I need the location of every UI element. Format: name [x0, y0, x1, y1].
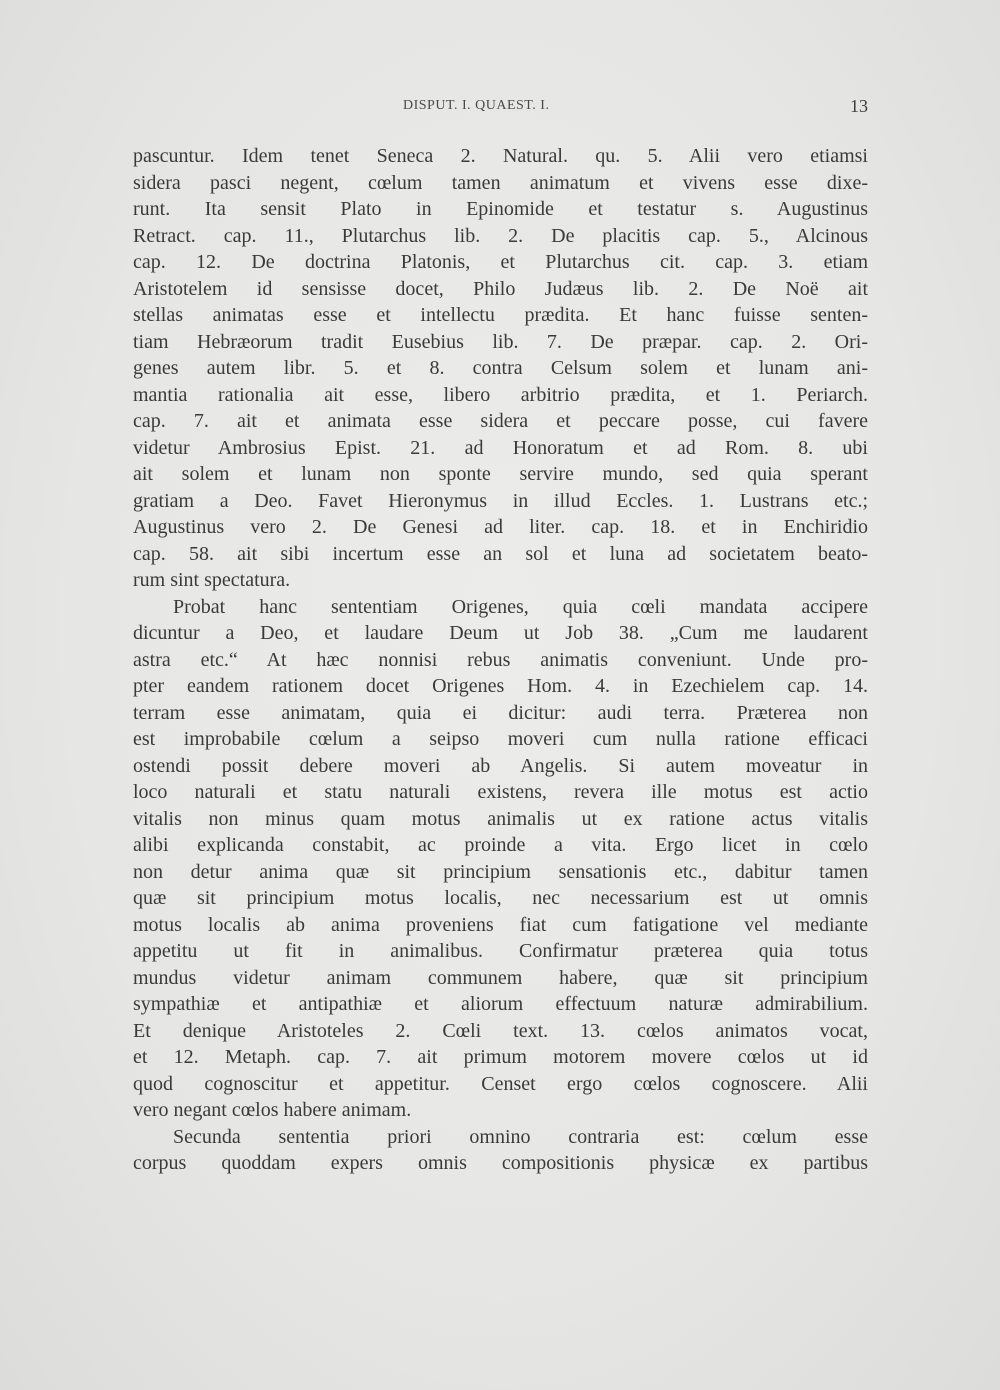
text-line: Retract. cap. 11., Plutarchus lib. 2. De placitis cap. 5., Alcinous	[133, 224, 868, 247]
text-line: Aristotelem id sensisse docet, Philo Judæus lib. 2. De Noë ait	[133, 277, 868, 300]
text-line: cap. 58. ait sibi incertum esse an sol et luna ad societatem beato-	[133, 542, 868, 565]
text-line: runt. Ita sensit Plato in Epinomide et testatur s. Augustinus	[133, 198, 868, 220]
text-line: vero negant cœlos habere animam.	[133, 1099, 412, 1121]
text-line: non detur anima quæ sit principium sensationis etc., dabitur tamen	[133, 860, 868, 883]
text-line: videtur Ambrosius Epist. 21. ad Honoratum et ad Rom. 8. ubi	[133, 436, 868, 459]
text-line: quod cognoscitur et appetitur. Censet ergo cœlos cognoscere. Alii	[133, 1072, 868, 1095]
text-line: genes autem libr. 5. et 8. contra Celsum solem et lunam ani-	[133, 357, 868, 379]
text-line: sidera pasci negent, cœlum tamen animatum et vivens esse dixe-	[133, 171, 868, 194]
text-line: rum sint spectatura.	[133, 569, 291, 591]
text-line: pascuntur. Idem tenet Seneca 2. Natural. qu. 5. Alii vero etiamsi	[133, 145, 868, 167]
text-line: astra etc.“ At hæc nonnisi rebus animatis conveniunt. Unde pro-	[133, 648, 868, 671]
text-line: ait solem et lunam non sponte servire mundo, sed quia sperant	[133, 463, 868, 485]
text-line: dicuntur a Deo, et laudare Deum ut Job 38. „Cum me laudarent	[133, 622, 868, 644]
text-line: pter eandem rationem docet Origenes Hom. 4. in Ezechielem cap. 14.	[133, 675, 868, 697]
text-line: mantia rationalia ait esse, libero arbitrio prædita, et 1. Periarch.	[133, 383, 868, 406]
text-line: corpus quoddam expers omnis compositionis physicæ ex partibus	[133, 1152, 868, 1174]
page-header	[133, 98, 868, 124]
text-line: est improbabile cœlum a seipso moveri cum nulla ratione efficaci	[133, 728, 868, 750]
text-line: gratiam a Deo. Favet Hieronymus in illud Eccles. 1. Lustrans etc.;	[133, 489, 868, 512]
text-line: Secunda sententia priori omnino contraria est: cœlum esse	[173, 1125, 868, 1148]
text-line: tiam Hebræorum tradit Eusebius lib. 7. De præpar. cap. 2. Ori-	[133, 330, 868, 353]
text-line: Probat hanc sententiam Origenes, quia cœli mandata accipere	[173, 595, 868, 618]
page-number: 13	[850, 96, 868, 116]
text-line: vitalis non minus quam motus animalis ut ex ratione actus vitalis	[133, 807, 868, 830]
text-line: cap. 12. De doctrina Platonis, et Plutarchus cit. cap. 3. etiam	[133, 251, 868, 273]
text-line: appetitu ut fit in animalibus. Confirmatur præterea quia totus	[133, 940, 868, 962]
text-line: Augustinus vero 2. De Genesi ad liter. cap. 18. et in Enchiridio	[133, 516, 868, 538]
text-line: Et denique Aristoteles 2. Cœli text. 13. cœlos animatos vocat,	[133, 1019, 868, 1042]
text-line: terram esse animatam, quia ei dicitur: audi terra. Præterea non	[133, 701, 868, 724]
text-line: cap. 7. ait et animata esse sidera et peccare posse, cui favere	[133, 410, 868, 432]
text-line: sympathiæ et antipathiæ et aliorum effectuum naturæ admirabilium.	[133, 993, 868, 1015]
text-line: mundus videtur animam communem habere, quæ sit principium	[133, 966, 868, 989]
running-head: DISPUT. I. QUAEST. I.	[403, 98, 550, 113]
text-line: stellas animatas esse et intellectu prædita. Et hanc fuisse senten-	[133, 304, 868, 326]
text-line: quæ sit principium motus localis, nec necessarium est ut omnis	[133, 887, 868, 909]
text-line: et 12. Metaph. cap. 7. ait primum motorem movere cœlos ut id	[133, 1046, 868, 1068]
body-text	[133, 143, 868, 1177]
text-line: ostendi possit debere moveri ab Angelis. Si autem moveatur in	[133, 754, 868, 777]
text-line: alibi explicanda constabit, ac proinde a vita. Ergo licet in cœlo	[133, 834, 868, 856]
text-line: motus localis ab anima proveniens fiat cum fatigatione vel mediante	[133, 913, 868, 936]
text-line: loco naturali et statu naturali existens, revera ille motus est actio	[133, 781, 868, 803]
